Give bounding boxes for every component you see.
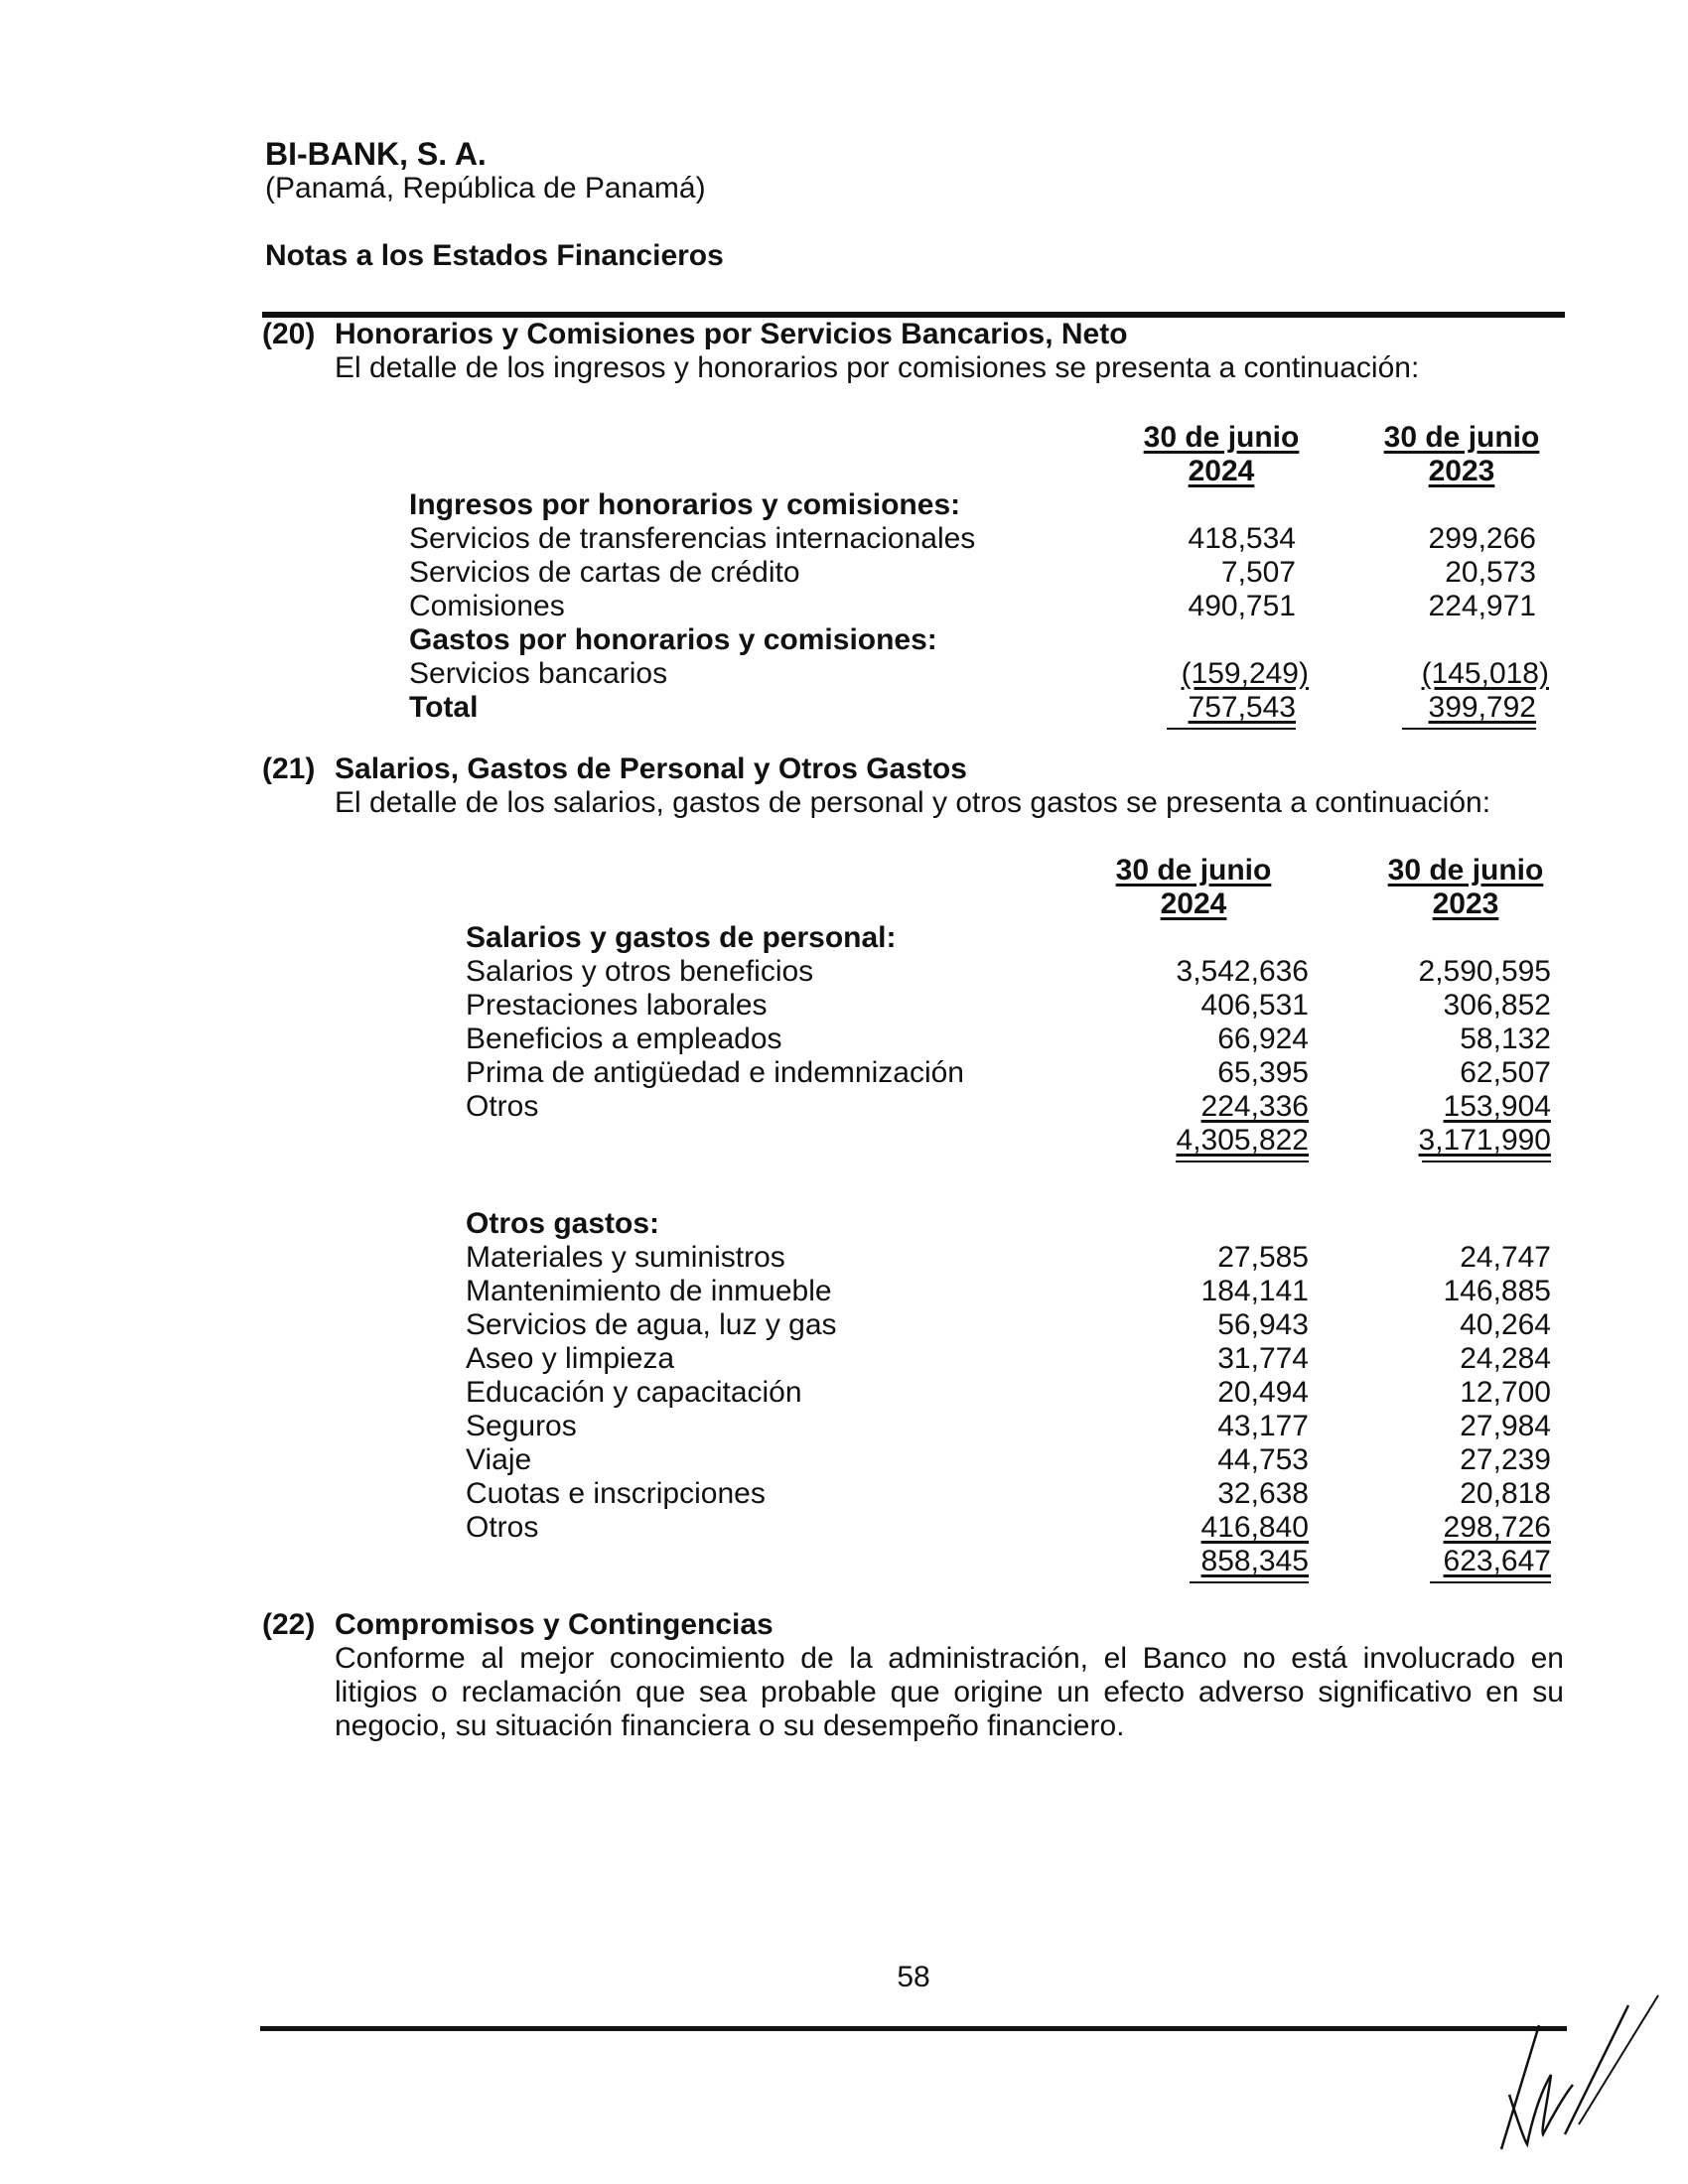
note21-salary-label: Otros xyxy=(466,1090,539,1123)
note20-total-label: Total xyxy=(409,691,479,724)
note21-salary-label: Prestaciones laborales xyxy=(466,989,768,1022)
note21-other-2023: 24,747 xyxy=(1460,1241,1551,1274)
note20-row-label: Servicios de cartas de crédito xyxy=(409,556,800,589)
note21-salary-2023: 2,590,595 xyxy=(1418,955,1551,988)
note21-other-2023: 12,700 xyxy=(1460,1376,1551,1409)
note21-other-2024: 32,638 xyxy=(1217,1477,1309,1510)
note21-other-label: Mantenimiento de inmueble xyxy=(466,1275,832,1307)
note20-row-label: Comisiones xyxy=(409,590,565,622)
note21-other-label: Seguros xyxy=(466,1410,577,1442)
note21-other-total-2023: 623,647 xyxy=(1443,1545,1551,1577)
note21-salary-2023: 306,852 xyxy=(1443,989,1551,1022)
note21-salary-2024: 66,924 xyxy=(1217,1023,1309,1055)
note21-salary-2023: 58,132 xyxy=(1460,1023,1551,1055)
note20-total-2024-double-underline xyxy=(1167,728,1296,730)
note21-intro: El detalle de los salarios, gastos de personal y otros gastos se presenta a continuación: xyxy=(335,786,1491,819)
note21-other-2023: 20,818 xyxy=(1460,1477,1551,1510)
note21-salaries-total-2023-double-underline xyxy=(1422,1160,1551,1162)
note21-salary-label: Prima de antigüedad e indemnización xyxy=(466,1056,964,1089)
note22-number: (22) xyxy=(262,1608,316,1641)
note21-other-2023: 146,885 xyxy=(1443,1275,1551,1307)
note20-col2-header-line1: 30 de junio xyxy=(1383,421,1540,454)
note20-row-2024: 418,534 xyxy=(1188,522,1296,555)
note21-other-2024: 56,943 xyxy=(1217,1308,1309,1341)
note21-title: Salarios, Gastos de Personal y Otros Gastos xyxy=(335,752,967,785)
note20-row-2023: 224,971 xyxy=(1428,590,1536,622)
note21-other-2024: 31,774 xyxy=(1217,1342,1309,1375)
note21-other-2023: 40,264 xyxy=(1460,1308,1551,1341)
note20-row-2024: 490,751 xyxy=(1188,590,1296,622)
note21-col2-header-line1: 30 de junio xyxy=(1387,854,1544,887)
note21-salaries-total-2024: 4,305,822 xyxy=(1176,1124,1309,1157)
note20-total-2024: 757,543 xyxy=(1188,691,1296,724)
note21-salary-2023: 153,904 xyxy=(1443,1090,1551,1123)
note21-other-2024: 184,141 xyxy=(1200,1275,1309,1307)
note20-col1-header-line1: 30 de junio xyxy=(1143,421,1300,454)
note20-row-label: Servicios de transferencias internacionales xyxy=(409,522,976,555)
note20-expense-2024: (159,249) xyxy=(1181,657,1309,690)
note21-other-2023: 27,239 xyxy=(1460,1443,1551,1476)
note21-salaries-total-2024-double-underline xyxy=(1176,1160,1309,1162)
note21-other-total-2024-double-underline xyxy=(1190,1581,1309,1583)
note22-body: Conforme al mejor conocimiento de la administración, el Banco no está involucrado en litigios o reclamación que sea probable que origine un efecto adverso significativo en su negocio, su situación financiera o su desempeño financiero. xyxy=(335,1642,1564,1742)
note20-row-2024: 7,507 xyxy=(1220,556,1296,589)
note21-other-2024: 27,585 xyxy=(1217,1241,1309,1274)
note21-other-label: Materiales y suministros xyxy=(466,1241,785,1274)
note20-expense-2023: (145,018) xyxy=(1421,657,1549,690)
note21-salary-2024: 65,395 xyxy=(1217,1056,1309,1089)
signature-initials-icon xyxy=(1470,1985,1668,2154)
note21-other-2023: 298,726 xyxy=(1443,1511,1551,1544)
note21-salary-label: Salarios y otros beneficios xyxy=(466,955,814,988)
note20-intro: El detalle de los ingresos y honorarios por comisiones se presenta a continuación: xyxy=(335,351,1420,384)
note21-other-total-2023-double-underline xyxy=(1430,1581,1551,1583)
note21-other-2024: 43,177 xyxy=(1217,1410,1309,1442)
note22-title: Compromisos y Contingencias xyxy=(335,1608,774,1641)
note21-col2-header-line2: 2023 xyxy=(1432,887,1499,920)
note20-col1-header-line2: 2024 xyxy=(1188,455,1255,487)
note20-col2-header-line2: 2023 xyxy=(1428,455,1495,487)
company-name: BI-BANK, S. A. xyxy=(265,136,487,172)
note21-other-total-2024: 858,345 xyxy=(1200,1545,1309,1577)
note21-other-2023: 24,284 xyxy=(1460,1342,1551,1375)
note20-income-heading: Ingresos por honorarios y comisiones: xyxy=(409,488,961,521)
note20-total-2023-double-underline xyxy=(1402,728,1536,730)
note20-row-2023: 20,573 xyxy=(1445,556,1536,589)
note21-other-2023: 27,984 xyxy=(1460,1410,1551,1442)
note21-col1-header-line1: 30 de junio xyxy=(1115,854,1272,887)
note21-salary-2024: 224,336 xyxy=(1200,1090,1309,1123)
note21-other-label: Servicios de agua, luz y gas xyxy=(466,1308,837,1341)
note21-other-2024: 416,840 xyxy=(1200,1511,1309,1544)
note21-other-heading: Otros gastos: xyxy=(466,1207,660,1240)
note21-number: (21) xyxy=(262,752,316,785)
note21-other-2024: 44,753 xyxy=(1217,1443,1309,1476)
note21-salaries-total-2023: 3,171,990 xyxy=(1418,1124,1551,1157)
note20-row-2023: 299,266 xyxy=(1428,522,1536,555)
note20-expense-label: Servicios bancarios xyxy=(409,657,668,690)
note21-salary-2024: 3,542,636 xyxy=(1176,955,1309,988)
note21-other-label: Viaje xyxy=(466,1443,532,1476)
company-location: (Panamá, República de Panamá) xyxy=(265,172,706,205)
note21-salary-2024: 406,531 xyxy=(1200,989,1309,1022)
note21-other-label: Cuotas e inscripciones xyxy=(466,1477,766,1510)
page-number: 58 xyxy=(897,1961,930,1993)
note21-other-label: Aseo y limpieza xyxy=(466,1342,675,1375)
note21-salary-label: Beneficios a empleados xyxy=(466,1023,782,1055)
note20-number: (20) xyxy=(262,318,316,350)
note21-other-2024: 20,494 xyxy=(1217,1376,1309,1409)
note20-total-2023: 399,792 xyxy=(1428,691,1536,724)
section-title: Notas a los Estados Financieros xyxy=(265,239,724,272)
note21-other-label: Otros xyxy=(466,1511,539,1544)
note21-other-label: Educación y capacitación xyxy=(466,1376,802,1409)
note21-salaries-heading: Salarios y gastos de personal: xyxy=(466,921,897,954)
bottom-rule xyxy=(260,2026,1567,2031)
note21-salary-2023: 62,507 xyxy=(1460,1056,1551,1089)
note21-col1-header-line2: 2024 xyxy=(1160,887,1227,920)
note20-title: Honorarios y Comisiones por Servicios Bancarios, Neto xyxy=(335,318,1128,350)
note20-expense-heading: Gastos por honorarios y comisiones: xyxy=(409,623,937,656)
